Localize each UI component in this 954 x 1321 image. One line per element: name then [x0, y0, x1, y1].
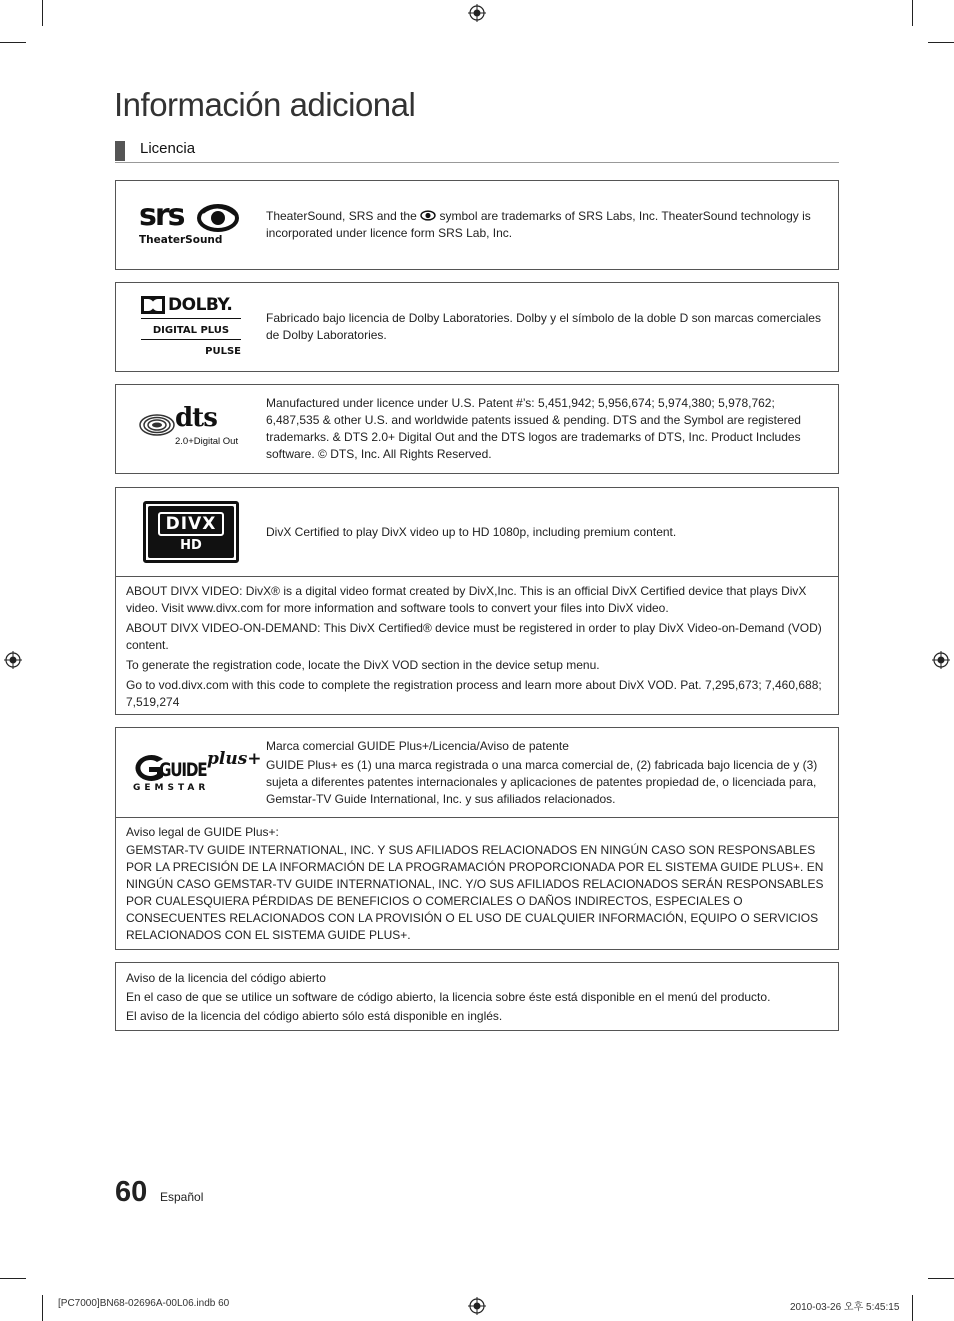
guideplus-logo-subtext: GEMSTAR — [133, 782, 210, 793]
divx-logo — [116, 501, 266, 563]
opensource-heading: Aviso de la licencia del código abierto — [126, 971, 326, 985]
guideplus-title: Marca comercial GUIDE Plus+/Licencia/Aviso de patente — [266, 738, 569, 753]
dolby-logo-line2: DIGITAL PLUS — [152, 325, 230, 336]
dts-license-text: Manufactured under licence under U.S. Patent #’s: 5,451,942; 5,956,674; 5,974,380; 5,978,762; 6,487,535 & other U.S. and worldwide patents issued & pending. DTS and the Symbol are registered trademarks. & DTS 2.0+ Digital Out and the DTS logos are trademarks of DTS, Inc. Product Includes software. © DTS, Inc. All Rights Reserved. — [266, 396, 801, 461]
dolby-logo-text: DOLBY. — [168, 295, 233, 315]
crop-mark — [0, 42, 26, 43]
srs-eye-icon — [197, 203, 239, 233]
license-box-divx — [115, 487, 839, 715]
dolby-license-text: Fabricado bajo licencia de Dolby Laboratories. Dolby y el símbolo de la doble D son marcas comerciales de Dolby Laboratories. — [266, 311, 821, 342]
print-timestamp: 2010-03-26 오후 5:45:15 — [790, 1302, 900, 1313]
divx-logo-hd: HD — [180, 537, 202, 553]
crop-mark — [42, 1295, 43, 1321]
srs-logo-text: srs — [139, 198, 184, 233]
license-box-guideplus — [115, 727, 839, 950]
registration-mark-icon — [932, 651, 950, 669]
license-box-dts — [115, 384, 839, 474]
divx-paragraph: To generate the registration code, locate the DivX VOD section in the device setup menu. — [126, 658, 600, 672]
dts-wave-icon — [139, 413, 175, 437]
divx-paragraph: ABOUT DIVX VIDEO: DivX® is a digital video format created by DivX,Inc. This is an official DivX Certified device that plays DivX video. Visit www.divx.com for more information and software tools to convert your files into DivX video. — [126, 584, 807, 615]
divx-paragraph: Go to vod.divx.com with this code to complete the registration process and learn more about DivX VOD. Pat. 7,295,673; 7,460,688; 7,519,274 — [126, 678, 822, 709]
license-box-srs — [115, 180, 839, 270]
divx-logo-text: DIVX — [165, 513, 217, 534]
registration-mark-icon — [468, 4, 486, 22]
section-title: Licencia — [140, 140, 196, 157]
license-box-opensource — [115, 962, 839, 1031]
guideplus-license-text — [266, 738, 838, 808]
srs-eye-icon — [420, 210, 436, 221]
opensource-line: El aviso de la licencia del código abierto sólo está disponible en inglés. — [126, 1009, 503, 1023]
crop-mark — [912, 1295, 913, 1321]
dts-logo — [116, 403, 266, 449]
crop-mark — [42, 0, 43, 26]
registration-mark-icon — [468, 1297, 486, 1315]
print-file-name: [PC7000]BN68-02696A-00L06.indb 60 — [58, 1298, 230, 1309]
dolby-double-d-icon — [141, 296, 165, 314]
srs-logo — [116, 198, 266, 248]
guideplus-description: GUIDE Plus+ es (1) una marca registrada o una marca comercial de, (2) fabricada bajo licencia de y (3) sujeta a diferentes patentes internacionales y aplicaciones de patentes propiedad de, o licenciada para, Gemstar-TV Guide International, Inc. y sus afiliados relacionados. — [266, 757, 818, 806]
divx-about-section — [116, 576, 838, 720]
crop-mark — [912, 0, 913, 26]
license-box-dolby — [115, 282, 839, 372]
dolby-logo — [116, 295, 266, 359]
guideplus-legal-heading: Aviso legal de GUIDE Plus+: — [126, 825, 279, 839]
dts-logo-text: dts — [175, 403, 217, 433]
section-divider — [115, 162, 839, 163]
crop-mark — [928, 1278, 954, 1279]
registration-mark-icon — [4, 651, 22, 669]
srs-license-text: TheaterSound, SRS and the symbol are trademarks of SRS Labs, Inc. TheaterSound technology is incorporated under licence form SRS Lab, Inc. — [266, 209, 811, 240]
dts-logo-subtext: 2.0+Digital Out — [175, 436, 239, 447]
dolby-logo-line3: PULSE — [205, 346, 241, 357]
guideplus-logo-text: GUIDE — [159, 758, 207, 781]
guideplus-legal-text: GEMSTAR-TV GUIDE INTERNATIONAL, INC. Y SUS AFILIADOS RELACIONADOS EN NINGÚN CASO SON RESPONSABLES POR LA PRECISIÓN DE LA INFORMACIÓN DE LA PROGRAMACIÓN PROPORCIONADA POR EL SISTEMA GUIDE PLUS+. EN NINGÚN CASO GEMSTAR-TV GUIDE INTERNATIONAL, INC. Y/O SUS AFILIADOS RELACIONADOS SERÁN RESPONSABLES POR CUALESQUIERA PÉRDIDAS DE BENEFICIOS O COMERCIALES O DAÑOS INDIRECTOS, ESPECIALES O CONSECUENTES RELACIONADOS CON LA PROVISIÓN O EL USO DE CUALQUIER INFORMACIÓN, EQUIPO O SERVICIOS RELACIONADOS CON EL SISTEMA GUIDE PLUS+. — [126, 843, 824, 942]
opensource-line: En el caso de que se utilice un software de código abierto, la licencia sobre éste está disponible en el menú del producto. — [126, 990, 771, 1004]
page-title: Información adicional — [114, 86, 416, 123]
srs-logo-subtext: TheaterSound — [139, 234, 223, 246]
crop-mark — [0, 1278, 26, 1279]
divx-paragraph: ABOUT DIVX VIDEO-ON-DEMAND: This DivX Certified® device must be registered in order to play DivX Video-on-Demand (VOD) content. — [126, 621, 822, 652]
page-number: 60 — [115, 1176, 148, 1208]
guideplus-logo-plus: plus+ — [207, 748, 262, 769]
guideplus-logo — [116, 749, 266, 797]
page-language: Español — [160, 1190, 204, 1204]
guideplus-legal-section — [116, 817, 838, 953]
section-marker — [115, 141, 125, 161]
divx-license-text: DivX Certified to play DivX video up to HD 1080p, including premium content. — [266, 524, 677, 539]
crop-mark — [928, 42, 954, 43]
